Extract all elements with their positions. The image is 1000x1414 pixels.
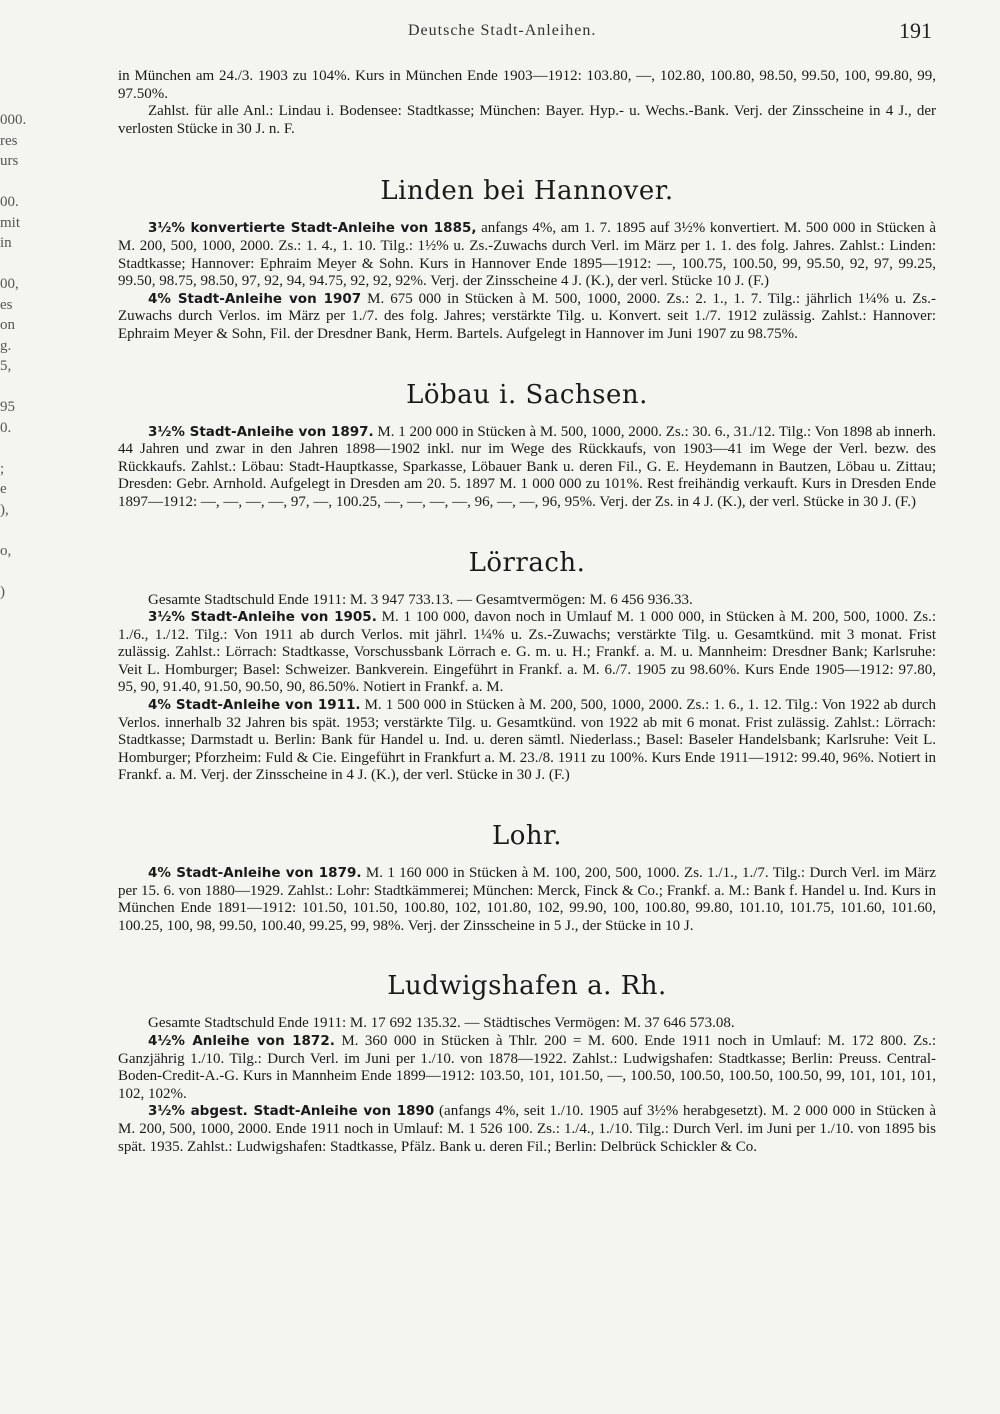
loan-title: 3½% abgest. Stadt-Anleihe von 1890 <box>148 1103 435 1120</box>
margin-fragment: urs <box>0 153 19 169</box>
margin-fragment <box>0 254 40 275</box>
margin-fragment: res <box>0 132 18 149</box>
margin-fragment <box>0 520 40 541</box>
section-title-linden: Linden bei Hannover. <box>380 176 674 207</box>
running-head-title: Deutsche Stadt-Anleihen. <box>408 22 597 39</box>
section-title-loebau: Löbau i. Sachsen. <box>406 379 648 410</box>
margin-fragment: ) <box>0 583 5 600</box>
margin-fragment <box>0 438 40 459</box>
loan-text: M. 1 500 000 in Stücken à M. 200, 500, 1000, 2000. Zs.: 1. 6., 1. 12. Tilg.: Von 1922 ab durch Verlos. innerhalb 32 Jahren bis spät. 1953; verstärkte Tilg. u. Gesamtkünd. von 1922 ab mit 6 monat. Frist zulässig. Zahlst.: Lörrach: Stadtkasse; Darmstadt u. Berlin: Bank für Handel u. Ind. u. deren sämtl. Niederlass.; Basel: Baseler Handelsbank; Karlsruhe: Veit L. Homburger; Pforzheim: Fuld & Cie. Eingeführt in Frankfurt a. M. 23./8. 1911 zu 100%. Kurs Ende 1911—1912: 99.40, 96%. Notiert in Frankf. a. M. Verj. der Zinsscheine in 4 J. (K.), der verl. Stücke in 30 J. (F.) <box>118 697 936 784</box>
margin-fragment: g. <box>0 337 12 354</box>
margin-fragment <box>0 377 40 398</box>
margin-fragment: ), <box>0 501 9 518</box>
margin-fragments <box>0 110 40 602</box>
margin-fragment: ; <box>0 460 5 477</box>
loan-text: M. 1 200 000 in Stücken à M. 500, 1000, 2000. Zs.: 30. 6., 31./12. Tilg.: Von 1898 ab innerh. 44 Jahren und zwar in den Jahren 1898—1902 inkl. nur im Wege des Rückkaufs, von 1903—41 im Wege der Verl. bezw. des Rückkaufs. Zahlst.: Löbau: Stadt-Hauptkasse, Sparkasse, Löbauer Bank u. deren Fil., G. E. Heydemann in Bautzen, Löbau u. Zittau; Dresden: Gebr. Arnhold. Aufgelegt in Dresden am 20. 5. 1897 M. 1 000 000 zu 101%. Rest freihändig verkauft. Kurs in Dresden Ende 1897—1912: —, —, —, —, 97, —, 100.25, —, —, —, —, 96, —, —, 96, 95%. Verj. der Zs. in 4 J. (K.), der verl. Stücke in 30 J. (F.) <box>118 423 937 510</box>
page-content <box>118 68 936 1156</box>
loan-title: 3½% Stadt-Anleihe von 1905. <box>148 609 377 626</box>
loan-text: M. 1 160 000 in Stücken à M. 100, 200, 500, 1000. Zs. 1./1., 1./7. Tilg.: Durch Verl. im März per 15. 6. von 1880—1929. Zahlst.: Lohr: Stadtkämmerei; München: Merck, Finck & Co.; Frankf. a. M.: Bank f. Handel u. Ind. Kurs in München Ende 1891—1912: 101.50, 101.50, 100.80, 102, 101.80, 102, 99.90, 100, 100.80, 99.80, 101.10, 101.75, 101.60, 101.60, 100.25, 100, 98, 99.50, 100.40, 99.25, 99, 98%. Verj. der Zinsscheine in 5 J., der Stücke in 10 J. <box>118 865 936 934</box>
loebau-para-1 <box>118 424 936 512</box>
lohr-para-1 <box>118 865 936 935</box>
margin-fragment: e <box>0 481 7 497</box>
loerrach-intro: Gesamte Stadtschuld Ende 1911: M. 3 947 733.13. — Gesamtvermögen: M. 6 456 936.33. <box>148 591 693 608</box>
margin-fragment <box>0 172 40 193</box>
section-title-loerrach: Lörrach. <box>468 547 586 578</box>
loan-text: M. 675 000 in Stücken à M. 500, 1000, 2000. Zs.: 2. 1., 1. 7. Tilg.: jährlich 1¼% u. Zs.-Zuwachs durch Verlos. im März per 1./7. des folg. Jahres; verstärkte Tilg. u. Konvert. seit 1./7. 1912 zulässig. Zahlst.: Hannover: Ephraim Meyer & Sohn, Fil. der Dresdner Bank, Herm. Bartels. Aufgelegt in Hannover im Juni 1907 zu 98.75%. <box>118 290 936 342</box>
loan-title: 4% Stadt-Anleihe von 1907 <box>148 290 362 307</box>
ludwigshafen-para-2 <box>118 1103 936 1156</box>
loan-text: (anfangs 4%, seit 1./10. 1905 auf 3½% herabgesetzt). M. 2 000 000 in Stücken à M. 200, 500, 1000, 2000. Ende 1911 noch in Umlauf: M. 1 526 100. Zs.: 1./4., 1./10. Tilg.: Durch Verl. im Juni per 1./10. von 1895 bis spät. 1935. Zahlst.: Ludwigshafen: Stadtkasse, Pfälz. Bank u. deren Fil.; Berlin: Delbrück Schickler & Co. <box>118 1103 936 1155</box>
margin-fragment: es <box>0 296 13 313</box>
margin-fragment: 0. <box>0 419 12 436</box>
loerrach-para-1 <box>118 609 936 697</box>
loerrach-para-2 <box>118 697 936 785</box>
loan-title: 4% Stadt-Anleihe von 1911. <box>148 697 361 714</box>
ludwigshafen-intro: Gesamte Stadtschuld Ende 1911: M. 17 692 135.32. — Städtisches Vermögen: M. 37 646 573.08. <box>148 1015 735 1032</box>
margin-fragment: 00. <box>0 194 19 210</box>
loan-title: 3½% Stadt-Anleihe von 1897. <box>148 423 374 440</box>
ludwigshafen-para-1 <box>118 1033 936 1103</box>
loan-text: M. 360 000 in Stücken à Thlr. 200 = M. 600. Ende 1911 noch in Umlauf: M. 172 800. Zs.: Ganzjährig 1./10. Tilg.: Durch Verl. im Juni per 1./10. von 1878—1922. Zahlst.: Ludwigshafen: Stadtkasse; Berlin: Preuss. Central-Boden-Credit-A.-G. Kurs in Mannheim Ende 1899—1912: 103.50, 101, 101.50, —, 100.50, 100.50, 100.50, 100.50, 99, 101, 101, 101, 102, 102%. <box>118 1033 936 1102</box>
linden-para-1 <box>118 220 936 290</box>
margin-fragment: on <box>0 317 15 333</box>
page-number: 191 <box>899 18 932 43</box>
loan-title: 4½% Anleihe von 1872. <box>148 1033 335 1049</box>
munich-fragment-1: in München am 24./3. 1903 zu 104%. Kurs in München Ende 1903—1912: 103.80, —, 102.80, 100.80, 98.50, 99.50, 100, 99.80, 99, 97.50%. <box>118 68 936 102</box>
margin-fragment: o, <box>0 542 12 559</box>
margin-fragment <box>0 561 40 582</box>
margin-fragment: 5, <box>0 358 12 374</box>
loan-text: M. 1 100 000, davon noch in Umlauf M. 1 000 000, in Stücken à M. 200, 500, 1000. Zs.: 1./6., 1./12. Tilg.: Von 1911 ab durch Verlos. mit jährl. 1¼% u. Zs.-Zuwachs; verstärkte Tilg. u. Gesamtkünd. mit 3 monat. Frist zulässig. Zahlst.: Lörrach: Stadtkasse, Vorschussbank Lörrach e. G. m. u. H.; Frankf. a. M. u. Mannheim: Dresdner Bank; Karlsruhe: Veit L. Homburger; Basel: Schweizer. Bankverein. Eingeführt in Frankf. a. M. 6./7. 1905 zu 98.60%. Kurs Ende 1905—1912: 97.80, 95, 90, 91.40, 91.50, 90.50, 90, 86.50%. Notiert in Frankf. a. M. <box>118 609 937 696</box>
margin-fragment: 000. <box>0 112 27 128</box>
linden-para-2 <box>118 291 936 344</box>
margin-fragment: mit <box>0 214 21 231</box>
loan-title: 3½% konvertierte Stadt-Anleihe von 1885, <box>148 220 477 237</box>
loan-text: anfangs 4%, am 1. 7. 1895 auf 3½% konvertiert. M. 500 000 in Stücken à M. 200, 500, 1000, 2000. Zs.: 1. 4., 1. 10. Tilg.: 1½% u. Zs.-Zuwachs durch Verl. im März per 1. 1. des folg. Jahres. Zahlst.: Linden: Stadtkasse; Hannover: Ephraim Meyer & Sohn. Kurs in Hannover Ende 1895—1912: —, 100.75, 100.50, 99, 95.50, 92, 97, 99.25, 99.50, 98.75, 98.50, 97, 92, 94, 94.75, 92, 92, 92%. Verj. der Zinsscheine 4 J. (K.), der verl. Stücke 10 J. (F.) <box>118 220 936 290</box>
section-title-ludwigshafen: Ludwigshafen a. Rh. <box>387 971 667 1002</box>
loan-title: 4% Stadt-Anleihe von 1879. <box>148 865 362 882</box>
section-title-lohr: Lohr. <box>491 821 562 852</box>
margin-fragment: 95 <box>0 399 15 415</box>
margin-fragment: 00, <box>0 276 19 292</box>
munich-fragment-2: Zahlst. für alle Anl.: Lindau i. Bodensee: Stadtkasse; München: Bayer. Hyp.- u. Wechs.-Bank. Verj. der Zinsscheine in 4 J., der verlosten Stücke in 30 J. n. F. <box>118 103 936 137</box>
margin-fragment: in <box>0 235 12 251</box>
running-head <box>118 18 936 46</box>
